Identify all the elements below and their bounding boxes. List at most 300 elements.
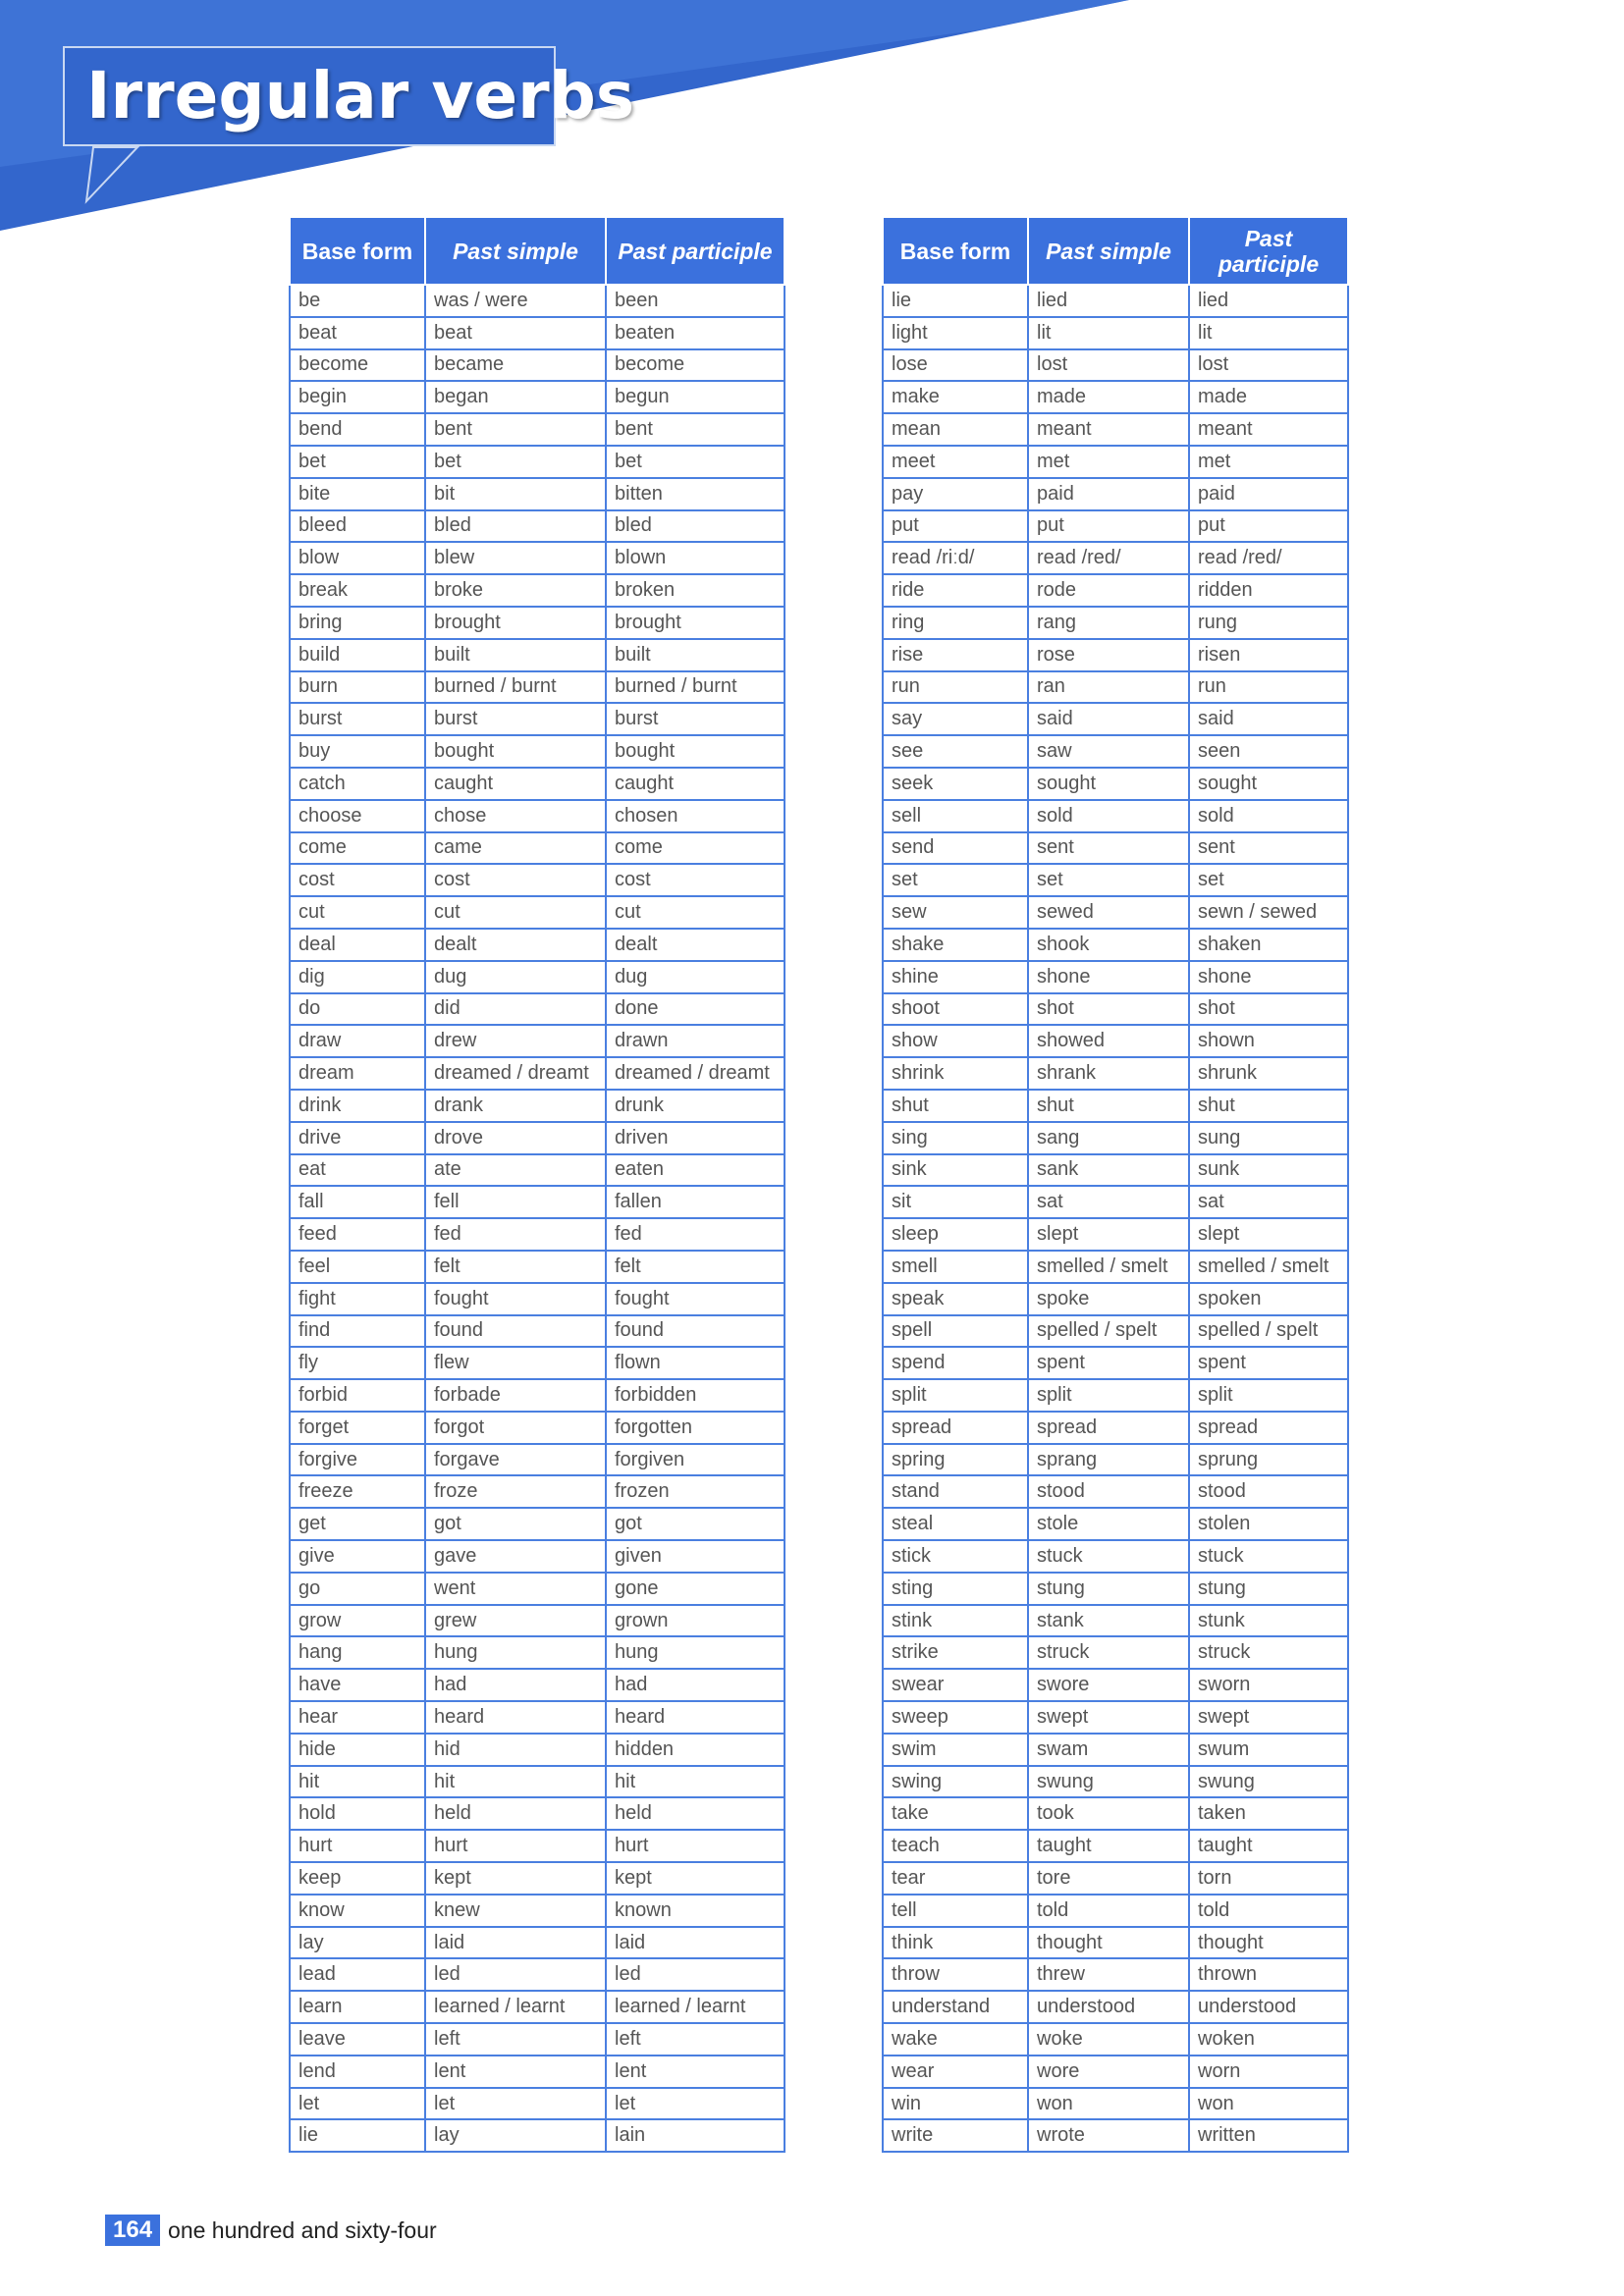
base-form-cell: find [290, 1315, 425, 1348]
past-participle-cell: stunk [1189, 1605, 1348, 1637]
past-participle-cell: set [1189, 864, 1348, 896]
table-row [290, 1444, 785, 1476]
base-form-cell: cost [290, 864, 425, 896]
header-base-form: Base form [883, 218, 1028, 285]
table-row [290, 703, 785, 735]
past-simple-cell: grew [425, 1605, 606, 1637]
past-participle-cell: done [606, 993, 785, 1026]
table-row [883, 768, 1348, 800]
base-form-cell: spell [883, 1315, 1028, 1348]
verb-table-right [882, 218, 1349, 2153]
past-participle-cell: spoken [1189, 1283, 1348, 1315]
past-simple-cell: sought [1028, 768, 1189, 800]
past-participle-cell: thrown [1189, 1958, 1348, 1991]
past-participle-cell: slept [1189, 1218, 1348, 1251]
base-form-cell: let [290, 2088, 425, 2120]
base-form-cell: dig [290, 961, 425, 993]
base-form-cell: have [290, 1669, 425, 1701]
past-participle-cell: met [1189, 446, 1348, 478]
past-simple-cell: brought [425, 607, 606, 639]
base-form-cell: sing [883, 1122, 1028, 1154]
table-row [290, 671, 785, 704]
past-simple-cell: bet [425, 446, 606, 478]
past-simple-cell: hid [425, 1734, 606, 1766]
base-form-cell: learn [290, 1991, 425, 2023]
base-form-cell: swim [883, 1734, 1028, 1766]
table-row [290, 768, 785, 800]
base-form-cell: keep [290, 1862, 425, 1895]
verb-table-left [289, 218, 785, 2153]
base-form-cell: do [290, 993, 425, 1026]
table-row [883, 896, 1348, 929]
table-row [883, 446, 1348, 478]
table-row [290, 510, 785, 543]
table-row [290, 1766, 785, 1798]
past-simple-cell: stung [1028, 1573, 1189, 1605]
base-form-cell: become [290, 349, 425, 382]
past-simple-cell: fed [425, 1218, 606, 1251]
past-simple-cell: spoke [1028, 1283, 1189, 1315]
table-row [883, 413, 1348, 446]
table-row [883, 574, 1348, 607]
table-row [883, 1830, 1348, 1862]
past-simple-cell: struck [1028, 1636, 1189, 1669]
past-simple-cell: burst [425, 703, 606, 735]
past-participle-cell: lain [606, 2119, 785, 2152]
table-row [290, 574, 785, 607]
past-participle-cell: blown [606, 542, 785, 574]
past-simple-cell: heard [425, 1701, 606, 1734]
base-form-cell: burn [290, 671, 425, 704]
base-form-cell: sleep [883, 1218, 1028, 1251]
table-row [290, 1379, 785, 1412]
table-row [290, 1412, 785, 1444]
base-form-cell: hang [290, 1636, 425, 1669]
past-participle-cell: hurt [606, 1830, 785, 1862]
past-participle-cell: held [606, 1797, 785, 1830]
table-row [883, 832, 1348, 865]
base-form-cell: beat [290, 317, 425, 349]
past-simple-cell: met [1028, 446, 1189, 478]
past-simple-cell: lent [425, 2056, 606, 2088]
past-participle-cell: shone [1189, 961, 1348, 993]
table-row [290, 639, 785, 671]
past-simple-cell: spent [1028, 1347, 1189, 1379]
past-simple-cell: led [425, 1958, 606, 1991]
past-participle-cell: burst [606, 703, 785, 735]
base-form-cell: show [883, 1025, 1028, 1057]
past-simple-cell: sank [1028, 1154, 1189, 1187]
past-simple-cell: sat [1028, 1186, 1189, 1218]
past-simple-cell: ate [425, 1154, 606, 1187]
past-participle-cell: dug [606, 961, 785, 993]
table-row [290, 1701, 785, 1734]
table-row [290, 1669, 785, 1701]
past-simple-cell: caught [425, 768, 606, 800]
base-form-cell: set [883, 864, 1028, 896]
past-participle-cell: sprung [1189, 1444, 1348, 1476]
past-simple-cell: spread [1028, 1412, 1189, 1444]
base-form-cell: catch [290, 768, 425, 800]
past-participle-cell: drunk [606, 1090, 785, 1122]
table-row [290, 413, 785, 446]
past-simple-cell: found [425, 1315, 606, 1348]
past-participle-cell: shot [1189, 993, 1348, 1026]
table-row [883, 1475, 1348, 1508]
table-row [883, 1057, 1348, 1090]
table-row [290, 1315, 785, 1348]
past-simple-cell: stole [1028, 1508, 1189, 1540]
base-form-cell: eat [290, 1154, 425, 1187]
base-form-cell: stand [883, 1475, 1028, 1508]
table-row [290, 1830, 785, 1862]
past-simple-cell: burned / burnt [425, 671, 606, 704]
base-form-cell: lose [883, 349, 1028, 382]
past-participle-cell: chosen [606, 800, 785, 832]
table-row [883, 381, 1348, 413]
past-participle-cell: driven [606, 1122, 785, 1154]
past-simple-cell: set [1028, 864, 1189, 896]
table-row [290, 1154, 785, 1187]
table-row [290, 381, 785, 413]
base-form-cell: hurt [290, 1830, 425, 1862]
past-participle-cell: won [1189, 2088, 1348, 2120]
table-row [290, 1057, 785, 1090]
base-form-cell: draw [290, 1025, 425, 1057]
past-participle-cell: broken [606, 574, 785, 607]
past-participle-cell: known [606, 1895, 785, 1927]
table-row [883, 1283, 1348, 1315]
table-row [883, 1766, 1348, 1798]
base-form-cell: steal [883, 1508, 1028, 1540]
past-participle-cell: sunk [1189, 1154, 1348, 1187]
past-simple-cell: stank [1028, 1605, 1189, 1637]
past-simple-cell: did [425, 993, 606, 1026]
base-form-cell: ring [883, 607, 1028, 639]
base-form-cell: shine [883, 961, 1028, 993]
past-participle-cell: eaten [606, 1154, 785, 1187]
base-form-cell: hear [290, 1701, 425, 1734]
past-simple-cell: ran [1028, 671, 1189, 704]
past-simple-cell: got [425, 1508, 606, 1540]
past-simple-cell: hurt [425, 1830, 606, 1862]
past-simple-cell: swept [1028, 1701, 1189, 1734]
table-row [883, 2119, 1348, 2152]
table-row [883, 735, 1348, 768]
past-participle-cell: led [606, 1958, 785, 1991]
base-form-cell: fight [290, 1283, 425, 1315]
past-participle-cell: laid [606, 1927, 785, 1959]
past-simple-cell: swung [1028, 1766, 1189, 1798]
past-participle-cell: bought [606, 735, 785, 768]
base-form-cell: come [290, 832, 425, 865]
past-participle-cell: stolen [1189, 1508, 1348, 1540]
base-form-cell: ride [883, 574, 1028, 607]
past-participle-cell: seen [1189, 735, 1348, 768]
past-participle-cell: said [1189, 703, 1348, 735]
past-participle-cell: sworn [1189, 1669, 1348, 1701]
past-simple-cell: bled [425, 510, 606, 543]
table-row [290, 285, 785, 317]
past-simple-cell: spelled / spelt [1028, 1315, 1189, 1348]
table-row [883, 1605, 1348, 1637]
past-simple-cell: threw [1028, 1958, 1189, 1991]
table-row [883, 1573, 1348, 1605]
table-row [290, 542, 785, 574]
base-form-cell: shoot [883, 993, 1028, 1026]
past-participle-cell: bled [606, 510, 785, 543]
past-participle-cell: shaken [1189, 929, 1348, 961]
past-participle-cell: become [606, 349, 785, 382]
base-form-cell: sting [883, 1573, 1028, 1605]
base-form-cell: lie [290, 2119, 425, 2152]
base-form-cell: lay [290, 1927, 425, 1959]
base-form-cell: get [290, 1508, 425, 1540]
past-participle-cell: lost [1189, 349, 1348, 382]
past-participle-cell: found [606, 1315, 785, 1348]
past-participle-cell: told [1189, 1895, 1348, 1927]
past-simple-cell: bit [425, 478, 606, 510]
table-row [883, 1444, 1348, 1476]
base-form-cell: feed [290, 1218, 425, 1251]
past-simple-cell: bent [425, 413, 606, 446]
base-form-cell: buy [290, 735, 425, 768]
past-simple-cell: let [425, 2088, 606, 2120]
past-simple-cell: became [425, 349, 606, 382]
past-participle-cell: fought [606, 1283, 785, 1315]
past-simple-cell: felt [425, 1251, 606, 1283]
base-form-cell: swear [883, 1669, 1028, 1701]
table-row [883, 639, 1348, 671]
table-row [883, 2023, 1348, 2056]
past-participle-cell: worn [1189, 2056, 1348, 2088]
past-simple-cell: learned / learnt [425, 1991, 606, 2023]
past-participle-cell: woken [1189, 2023, 1348, 2056]
base-form-cell: seek [883, 768, 1028, 800]
table-header-row [883, 218, 1348, 285]
base-form-cell: be [290, 285, 425, 317]
past-participle-cell: shrunk [1189, 1057, 1348, 1090]
past-simple-cell: woke [1028, 2023, 1189, 2056]
past-simple-cell: lit [1028, 317, 1189, 349]
past-simple-cell: swore [1028, 1669, 1189, 1701]
past-simple-cell: meant [1028, 413, 1189, 446]
table-row [290, 1927, 785, 1959]
table-row [290, 1508, 785, 1540]
base-form-cell: dream [290, 1057, 425, 1090]
base-form-cell: put [883, 510, 1028, 543]
base-form-cell: bring [290, 607, 425, 639]
base-form-cell: rise [883, 639, 1028, 671]
past-simple-cell: sent [1028, 832, 1189, 865]
base-form-cell: go [290, 1573, 425, 1605]
base-form-cell: wake [883, 2023, 1028, 2056]
past-participle-cell: hidden [606, 1734, 785, 1766]
base-form-cell: stick [883, 1540, 1028, 1573]
past-simple-cell: sewed [1028, 896, 1189, 929]
table-row [883, 1669, 1348, 1701]
past-simple-cell: paid [1028, 478, 1189, 510]
past-participle-cell: bet [606, 446, 785, 478]
past-participle-cell: written [1189, 2119, 1348, 2152]
table-row [290, 478, 785, 510]
past-simple-cell: put [1028, 510, 1189, 543]
table-row [883, 1895, 1348, 1927]
past-simple-cell: gave [425, 1540, 606, 1573]
base-form-cell: build [290, 639, 425, 671]
base-form-cell: freeze [290, 1475, 425, 1508]
header-past-simple: Past simple [1028, 218, 1189, 285]
base-form-cell: pay [883, 478, 1028, 510]
past-simple-cell: left [425, 2023, 606, 2056]
table-row [290, 1186, 785, 1218]
past-simple-cell: showed [1028, 1025, 1189, 1057]
table-row [290, 317, 785, 349]
table-row [290, 1862, 785, 1895]
table-row [883, 317, 1348, 349]
past-simple-cell: stuck [1028, 1540, 1189, 1573]
table-row [883, 1122, 1348, 1154]
past-simple-cell: shone [1028, 961, 1189, 993]
table-row [290, 1895, 785, 1927]
base-form-cell: bet [290, 446, 425, 478]
table-row [290, 1991, 785, 2023]
past-simple-cell: blew [425, 542, 606, 574]
base-form-cell: meet [883, 446, 1028, 478]
table-row [883, 2056, 1348, 2088]
past-simple-cell: lay [425, 2119, 606, 2152]
base-form-cell: shake [883, 929, 1028, 961]
past-participle-cell: felt [606, 1251, 785, 1283]
past-participle-cell: got [606, 1508, 785, 1540]
base-form-cell: fly [290, 1347, 425, 1379]
past-participle-cell: built [606, 639, 785, 671]
past-participle-cell: read /red/ [1189, 542, 1348, 574]
past-participle-cell: lied [1189, 285, 1348, 317]
past-participle-cell: sought [1189, 768, 1348, 800]
past-participle-cell: lit [1189, 317, 1348, 349]
table-row [290, 1636, 785, 1669]
base-form-cell: drink [290, 1090, 425, 1122]
base-form-cell: teach [883, 1830, 1028, 1862]
past-participle-cell: sat [1189, 1186, 1348, 1218]
base-form-cell: choose [290, 800, 425, 832]
table-row [883, 929, 1348, 961]
past-participle-cell: fed [606, 1218, 785, 1251]
past-simple-cell: lost [1028, 349, 1189, 382]
past-simple-cell: came [425, 832, 606, 865]
past-participle-cell: gone [606, 1573, 785, 1605]
past-participle-cell: risen [1189, 639, 1348, 671]
table-row [290, 1797, 785, 1830]
base-form-cell: spring [883, 1444, 1028, 1476]
table-row [883, 1991, 1348, 2023]
table-row [290, 1283, 785, 1315]
past-participle-cell: brought [606, 607, 785, 639]
past-participle-cell: given [606, 1540, 785, 1573]
past-participle-cell: grown [606, 1605, 785, 1637]
past-participle-cell: spelled / spelt [1189, 1315, 1348, 1348]
table-row [290, 993, 785, 1026]
past-participle-cell: cut [606, 896, 785, 929]
past-participle-cell: flown [606, 1347, 785, 1379]
table-row [290, 800, 785, 832]
past-participle-cell: learned / learnt [606, 1991, 785, 2023]
table-row [290, 1605, 785, 1637]
past-participle-cell: rung [1189, 607, 1348, 639]
table-row [290, 1540, 785, 1573]
past-participle-cell: swum [1189, 1734, 1348, 1766]
base-form-cell: sell [883, 800, 1028, 832]
table-row [883, 1636, 1348, 1669]
past-participle-cell: sung [1189, 1122, 1348, 1154]
base-form-cell: shut [883, 1090, 1028, 1122]
table-row [883, 1412, 1348, 1444]
table-row [290, 1573, 785, 1605]
past-simple-cell: cost [425, 864, 606, 896]
table-row [290, 929, 785, 961]
base-form-cell: forbid [290, 1379, 425, 1412]
past-participle-cell: bent [606, 413, 785, 446]
table-row [290, 2088, 785, 2120]
base-form-cell: sew [883, 896, 1028, 929]
base-form-cell: fall [290, 1186, 425, 1218]
table-row [290, 864, 785, 896]
past-participle-cell: dreamed / dreamt [606, 1057, 785, 1090]
past-simple-cell: made [1028, 381, 1189, 413]
base-form-cell: understand [883, 1991, 1028, 2023]
past-participle-cell: frozen [606, 1475, 785, 1508]
base-form-cell: know [290, 1895, 425, 1927]
past-participle-cell: understood [1189, 1991, 1348, 2023]
base-form-cell: break [290, 574, 425, 607]
past-participle-cell: been [606, 285, 785, 317]
past-participle-cell: ridden [1189, 574, 1348, 607]
past-simple-cell: sprang [1028, 1444, 1189, 1476]
table-row [290, 1090, 785, 1122]
base-form-cell: lie [883, 285, 1028, 317]
past-participle-cell: caught [606, 768, 785, 800]
base-form-cell: grow [290, 1605, 425, 1637]
base-form-cell: think [883, 1927, 1028, 1959]
past-participle-cell: swept [1189, 1701, 1348, 1734]
past-simple-cell: broke [425, 574, 606, 607]
base-form-cell: write [883, 2119, 1028, 2152]
base-form-cell: leave [290, 2023, 425, 2056]
past-simple-cell: sang [1028, 1122, 1189, 1154]
past-participle-cell: sewn / sewed [1189, 896, 1348, 929]
past-participle-cell: dealt [606, 929, 785, 961]
past-participle-cell: split [1189, 1379, 1348, 1412]
past-simple-cell: flew [425, 1347, 606, 1379]
table-row [883, 1154, 1348, 1187]
past-simple-cell: wore [1028, 2056, 1189, 2088]
past-simple-cell: taught [1028, 1830, 1189, 1862]
past-simple-cell: lied [1028, 285, 1189, 317]
past-simple-cell: shrank [1028, 1057, 1189, 1090]
past-simple-cell: forgot [425, 1412, 606, 1444]
past-participle-cell: paid [1189, 478, 1348, 510]
past-simple-cell: held [425, 1797, 606, 1830]
base-form-cell: make [883, 381, 1028, 413]
past-participle-cell: meant [1189, 413, 1348, 446]
table-row [883, 1025, 1348, 1057]
table-row [883, 1186, 1348, 1218]
past-participle-cell: beaten [606, 317, 785, 349]
past-participle-cell: struck [1189, 1636, 1348, 1669]
past-simple-cell: knew [425, 1895, 606, 1927]
table-row [290, 896, 785, 929]
